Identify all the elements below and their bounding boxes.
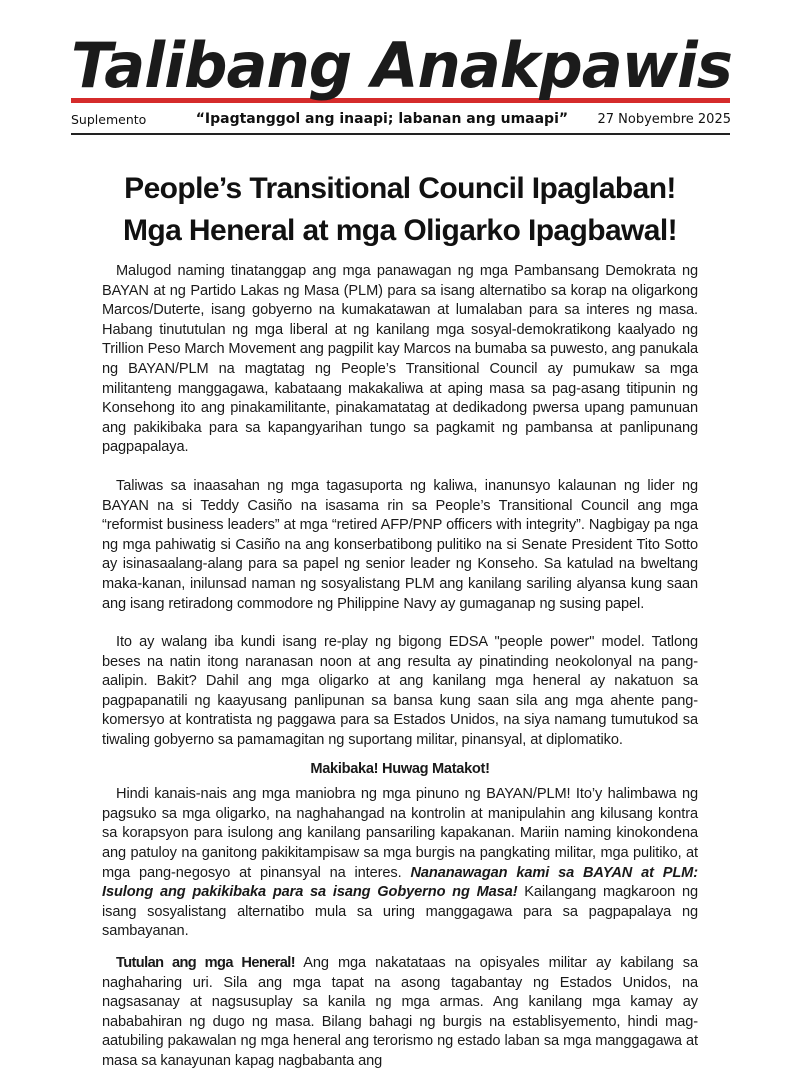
slogan: “Ipagtanggol ang inaapi; labanan ang umaapi” — [195, 111, 569, 127]
headline-line-1: People’s Transitional Council Ipaglaban! — [124, 172, 676, 205]
paragraph-4-text-end: Kailangang magkaroon ng isang sosyalistang alternatibo mula sa uring manggagawa para sa pagpapalaya ng sambayanan. — [102, 884, 698, 940]
call-to-action: Nananawagan kami sa BAYAN at PLM: Isulong ang pakikibaka para sa isang Gobyerno ng Masa! — [102, 864, 698, 901]
paragraph-5-text: Ang mga nakatataas na opisyales militar ay kabilang sa naghaharing uri. Sila ang mga tapat na asong tagabantay ng Estados Unidos, na nagsasanay at nagsusuplay sa kanila ng mga armas. Ang kanilang mga kamay ay nababahiran ng dugo ng masa. Bilang bahagi ng burgis na establisyemento, hindi mag-aatubiling pakawalan ng mga heneral ang terorismo ng estado laban sa mga manggagawa at masa sa kanayunan kapag nagbabanta ang — [102, 955, 699, 1069]
publication-title: Talibang Anakpawis — [71, 29, 732, 102]
section-heading: Makibaka! Huwag Matakot! — [310, 760, 490, 777]
article-body — [102, 262, 698, 1072]
masthead — [71, 28, 731, 138]
paragraph-5 — [102, 954, 698, 1072]
masthead-subheader — [71, 109, 731, 129]
headline-line-2: Mga Heneral at mga Oligarko Ipagbawal! — [122, 214, 677, 247]
issue-date: 27 Nobyembre 2025 — [597, 111, 731, 127]
masthead-divider — [71, 133, 730, 135]
paragraph-4-text: Hindi kanais-nais ang mga maniobra ng mga pinuno ng BAYAN/PLM! Ito’y halimbawa ng pagsuko sa mga oligarko, na naghahangad na kontrolin at manipulahin ang kilusang kontra sa korapsyon para isulong ang kanilang pansariling kapakanan. Mariin naming kinokondena ang patuloy na ganitong pakikitampisaw sa mga burgis na pangkating militar, mga pulitiko, at mga pang-negosyo at pinansyal na interes. — [102, 786, 698, 881]
paragraph-4 — [102, 785, 698, 942]
paragraph-2: Taliwas sa inaasahan ng mga tagasuporta ng kaliwa, inanunsyo kalaunan ng lider ng BAYAN na si Teddy Casiño na isasama rin sa People’s Transitional Council ang mga “reformist business leaders” at mga “retired AFP/PNP officers with integrity”. Nagbigay pa nga ng mga pahiwatig si Casiño na ang konserbatibong pulitiko na si Senate President Tito Sotto ay isinasaalang-alang para sa papel ng senior leader ng Konseho. Sa katulad na bweltang maka-kanan, inilunsad naman ng sosyalistang PLM ang kanilang sariling alyansa kung saan ang isang retiradong commodore ng Philippine Navy ay gumaganap ng susing papel. — [102, 477, 698, 612]
paragraph-5-lead: Tutulan ang mga Heneral! — [116, 955, 296, 971]
paragraph-3: Ito ay walang iba kundi isang re-play ng bigong EDSA "people power" model. Tatlong beses na natin itong naranasan noon at ang resulta ay pinatinding neokolonyal na pang-aalipin. Bakit? Dahil ang mga oligarko at ang kanilang mga heneral ay nakatuon sa pagpapanatili ng kaayusang panlipunan sa bansa kung saan sila ang mga ahente pang-komersyo at kontratista ng paggawa para sa Estados Unidos, na siya namang tumutukod sa tiwaling gobyerno sa pamamagitan ng suportang militar, pinansyal, at diplomatiko. — [102, 634, 698, 749]
section-label: Suplemento — [71, 111, 147, 127]
paragraph-1: Malugod naming tinatanggap ang mga panawagan ng mga Pambansang Demokrata ng BAYAN at ng Partido Lakas ng Masa (PLM) para sa isang alternatibo sa korap na oligarkong Marcos/Duterte, isang gobyerno na kumakatawan at lumalaban para sa interes ng masa. Habang tinututulan ng mga liberal at ng kanilang mga sosyal-demokratikong kaalyado ng Trillion Peso March Movement ang pagpilit kay Marcos na bumaba sa puwesto, ang panukala ng BAYAN/PLM na magtatag ng People’s Transitional Council ay pumukaw sa mga militanteng manggagawa, kabataang makakaliwa at aping masa sa pag-asang titipunin ng Konsehong ito ang pinakamilitante, pinakamatatag at dedikadong pwersa upang pamunuan ang pakikibaka para sa kapangyarihan tungo sa pagkamit ng pambansa at panlipunang pagpapalaya. — [102, 263, 698, 456]
article-headline — [60, 168, 740, 252]
